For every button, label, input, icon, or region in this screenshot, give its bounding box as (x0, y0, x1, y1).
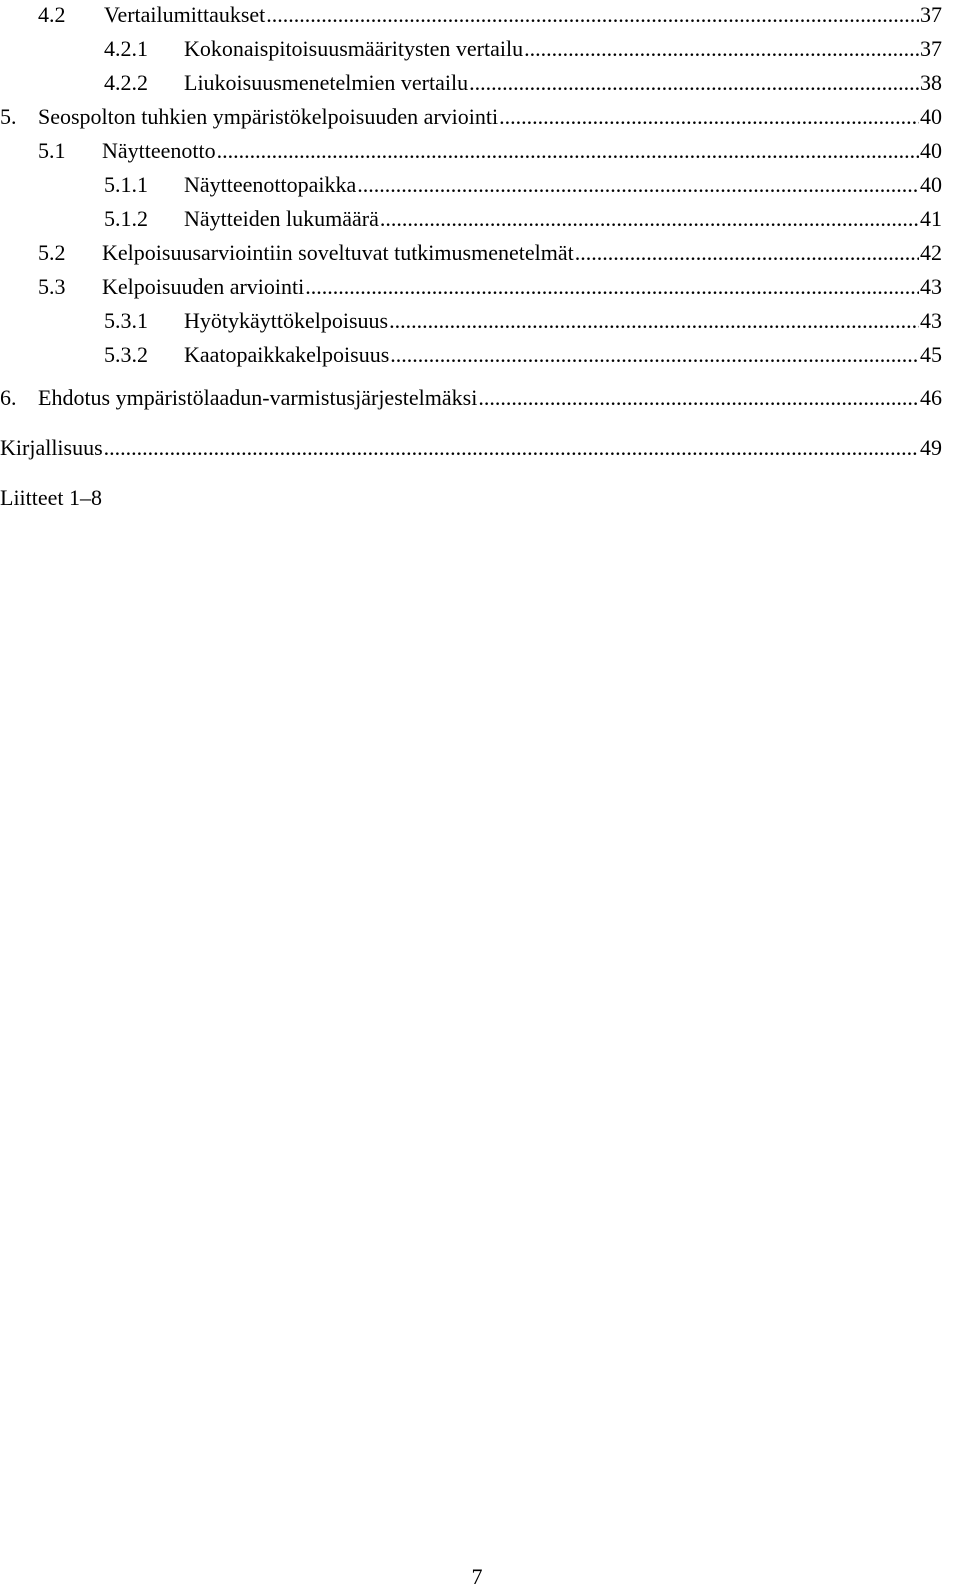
toc-entry-page: 37 (920, 2, 942, 27)
toc-entry-title: Seospolton tuhkien ympäristökelpoisuuden arviointi (38, 104, 499, 129)
toc-entry[interactable] (104, 170, 942, 200)
toc-appendix-entry: Liitteet 1–8 (0, 485, 103, 510)
toc-entry[interactable] (0, 383, 942, 413)
toc-entry-page: 38 (920, 70, 942, 95)
toc-entry-number: 5.3.2 (104, 342, 148, 367)
toc-entry-page: 45 (920, 342, 942, 367)
toc-entry-number: 6. (0, 385, 17, 410)
toc-entry-page: 46 (920, 385, 942, 410)
toc-entry-page: 40 (920, 172, 942, 197)
toc-leader-dots (389, 306, 919, 336)
toc-leader-dots (390, 340, 919, 370)
toc-leader-dots (217, 136, 919, 166)
toc-entry-title: Kokonaispitoisuusmääritysten vertailu (184, 36, 524, 61)
page-number: 7 (471, 1564, 483, 1589)
toc-entry-number: 4.2.1 (104, 36, 148, 61)
toc-leader-dots (575, 238, 919, 268)
toc-entry[interactable] (38, 0, 942, 30)
toc-entry-page: 40 (920, 104, 942, 129)
toc-leader-dots (305, 272, 919, 302)
toc-entry-page: 49 (920, 435, 942, 460)
toc-entry-number: 5. (0, 104, 17, 129)
toc-entry-page: 42 (920, 240, 942, 265)
toc-entry-page: 41 (920, 206, 942, 231)
toc-leader-dots (266, 0, 919, 30)
toc-entry-title: Kelpoisuusarviointiin soveltuvat tutkimusmenetelmät (102, 240, 574, 265)
toc-entry[interactable] (104, 68, 942, 98)
toc-entry[interactable] (104, 34, 942, 64)
toc-entry-title: Kelpoisuuden arviointi (102, 274, 305, 299)
toc-entry-title: Kirjallisuus (0, 435, 103, 460)
toc-entry-page: 43 (920, 274, 942, 299)
toc-entry[interactable] (104, 204, 942, 234)
toc-entry-page: 43 (920, 308, 942, 333)
toc-entry[interactable] (104, 340, 942, 370)
toc-entry-number: 4.2 (38, 2, 66, 27)
toc-entry-title: Näytteiden lukumäärä (184, 206, 379, 231)
toc-entry[interactable] (38, 136, 942, 166)
toc-entry-page: 37 (920, 36, 942, 61)
toc-entry-number: 5.3 (38, 274, 66, 299)
toc-leader-dots (499, 102, 919, 132)
toc-entry-number: 5.1.2 (104, 206, 148, 231)
toc-entry[interactable] (38, 238, 942, 268)
toc-entry-number: 4.2.2 (104, 70, 148, 95)
toc-entry-number: 5.2 (38, 240, 66, 265)
toc-leader-dots (104, 433, 919, 463)
toc-entry-title: Hyötykäyttökelpoisuus (184, 308, 389, 333)
toc-entry-page: 40 (920, 138, 942, 163)
toc-entry-title: Näytteenottopaikka (184, 172, 357, 197)
toc-entry-number: 5.1 (38, 138, 66, 163)
toc-entry-title: Vertailumittaukset (104, 2, 266, 27)
toc-leader-dots (357, 170, 919, 200)
toc-leader-dots (469, 68, 919, 98)
toc-leader-dots (380, 204, 919, 234)
toc-entry[interactable] (38, 272, 942, 302)
toc-entry[interactable] (0, 102, 942, 132)
toc-entry[interactable] (0, 433, 942, 463)
toc-entry[interactable] (104, 306, 942, 336)
toc-entry-title: Ehdotus ympäristölaadun-varmistusjärjestelmäksi (38, 385, 478, 410)
toc-entry-title: Liukoisuusmenetelmien vertailu (184, 70, 469, 95)
toc-entry-title: Näytteenotto (102, 138, 216, 163)
toc-leader-dots (478, 383, 919, 413)
toc-leader-dots (524, 34, 919, 64)
toc-entry-number: 5.3.1 (104, 308, 148, 333)
toc-entry-title: Kaatopaikkakelpoisuus (184, 342, 390, 367)
toc-entry-number: 5.1.1 (104, 172, 148, 197)
